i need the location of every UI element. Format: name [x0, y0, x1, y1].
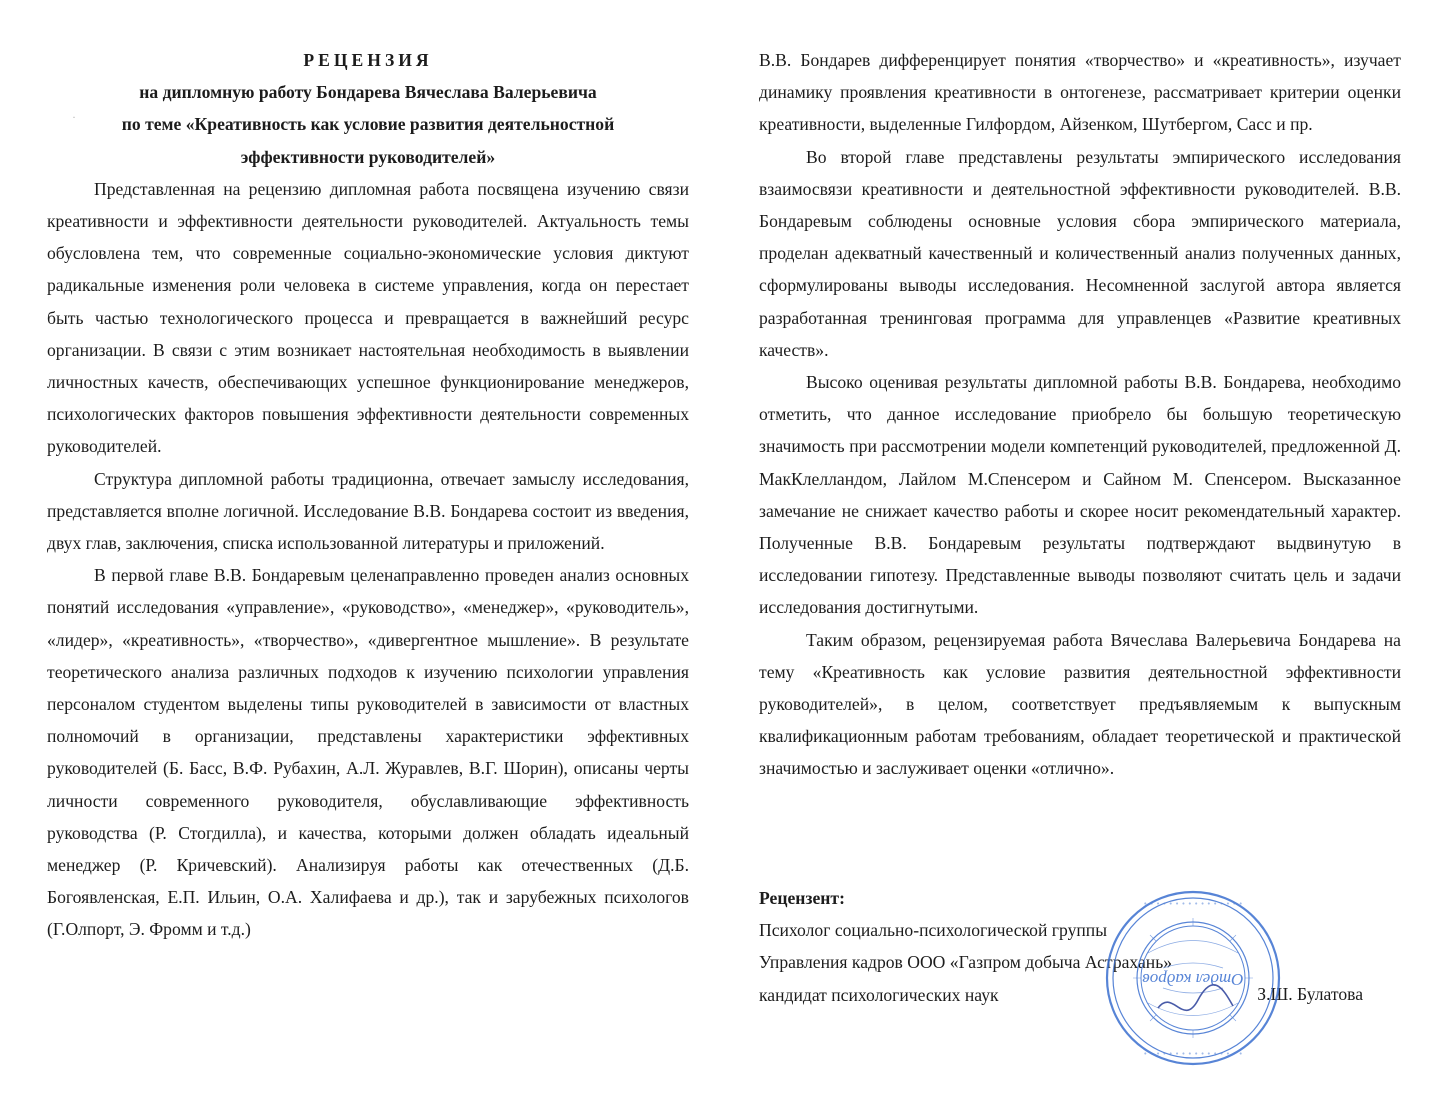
- reviewer-name: З.Ш. Булатова: [1257, 984, 1363, 1004]
- left-column: [47, 44, 689, 946]
- subtitle-line-1: на дипломную работу Бондарева Вячеслава Валерьевича: [139, 82, 597, 103]
- paragraph-structure: Структура дипломной работы традиционна, отвечает замыслу исследования, представляется вполне логичной. Исследование В.В. Бондарева состоит из введения, двух глав, заключения, списка использованной литературы и приложений.: [47, 468, 689, 554]
- reviewer-signature-block: [759, 882, 1401, 1011]
- svg-text:• • • • • • • • • • • • • • •: • • • • • • • • • • • • • • • •: [1143, 900, 1243, 908]
- document-title: РЕЦЕНЗИЯ: [303, 50, 433, 70]
- subtitle-line-3: эффективности руководителей»: [240, 146, 496, 167]
- subtitle-line-2: по теме «Креативность как условие развития деятельностной: [121, 114, 615, 135]
- right-column: [759, 44, 1401, 785]
- paragraph-conclusion: Таким образом, рецензируемая работа Вячеслава Валерьевича Бондарева на тему «Креативность как условие развития деятельностной эффективности руководителей», в целом, соответствует предъявляемым к выпускным квалификационным работам требованиям, обладает теоретической и практической значимостью и заслуживает оценки «отлично».: [759, 629, 1401, 779]
- scan-mark: ·: [72, 110, 76, 124]
- paragraph-chapter-one-continued: В.В. Бондарев дифференцирует понятия «творчество» и «креативность», изучает динамику проявления креативности в онтогенезе, рассматривает критерии оценки креативности, выделенные Гилфордом, Айзенком, Шутбергом, Сасс и пр.: [759, 50, 1401, 135]
- paragraph-assessment: Высоко оценивая результаты дипломной работы В.В. Бондарева, необходимо отметить, что данное исследование приобрело бы большую теоретическую значимость при рассмотрении модели компетенций руководителей, предложенной Д. МакКлелландом, Лайлом М.Спенсером и Сайном М. Спенсером. Высказанное замечание не снижает качество работы и скорее носит рекомендательный характер. Полученные В.В. Бондаревым результаты подтверждают выдвинутую в исследовании гипотезу. Представленные выводы позволяют считать цель и задачи исследования достигнутыми.: [759, 372, 1401, 618]
- paragraph-relevance: Представленная на рецензию дипломная работа посвящена изучению связи креативности и эффективности деятельности руководителей. Актуальность темы обусловлена тем, что современные социально-экономические условия диктуют радикальные изменения роли человека в системе управления, когда он перестает быть частью технологического процесса и превращается в важнейший ресурс организации. В связи с этим возникает настоятельная необходимость в выявлении личностных качеств, обеспечивающих успешное функционирование менеджеров, психологических факторов повышения эффективности деятельности современных руководителей.: [47, 178, 689, 457]
- reviewer-position-line-1: Психолог социально-психологической группы: [759, 920, 1108, 941]
- paragraph-chapter-one: В первой главе В.В. Бондаревым целенаправленно проведен анализ основных понятий исследования «управление», «руководство», «менеджер», «руководитель», «лидер», «креативность», «творчество», «дивергентное мышление». В результате теоретического анализа различных подходов к изучению психологии управления персоналом студентом выделены типы руководителей в зависимости от властных полномочий в организации, представлены характеристики эффективных руководителей (Б. Басс, В.Ф. Рубахин, А.Л. Журавлев, В.Г. Шорин), описаны черты личности современного руководителя, обуславливающие эффективность руководства (Р. Стогдилла), и качества, которыми должен обладать идеальный менеджер (Р. Кричевский). Анализируя работы как отечественных (Д.Б. Богоявленская, Е.П. Ильин, О.А. Халифаева и др.), так и зарубежных психологов (Г.Олпорт, Э. Фромм и т.д.): [47, 565, 689, 940]
- paragraph-chapter-two: Во второй главе представлены результаты эмпирического исследования взаимосвязи креативности и деятельностной эффективности руководителей. В.В. Бондаревым соблюдены основные условия сбора эмпирического материала, проделан адекватный качественный и количественный анализ полученных данных, сформулированы выводы исследования. Несомненной заслугой автора является разработанная тренинговая программа для управленцев «Развитие креативных качеств».: [759, 146, 1401, 360]
- official-stamp-icon: [1103, 888, 1283, 1068]
- reviewer-label: Рецензент:: [759, 888, 845, 908]
- stamp-center-text: Отдел кадров: [1142, 970, 1244, 989]
- svg-text:• • • • • • • • • • • • • • •: • • • • • • • • • • • • • • • •: [1143, 1050, 1243, 1058]
- reviewer-degree: кандидат психологических наук: [759, 984, 999, 1005]
- reviewer-position-line-2: Управления кадров ООО «Газпром добыча Астрахань»: [759, 952, 1173, 973]
